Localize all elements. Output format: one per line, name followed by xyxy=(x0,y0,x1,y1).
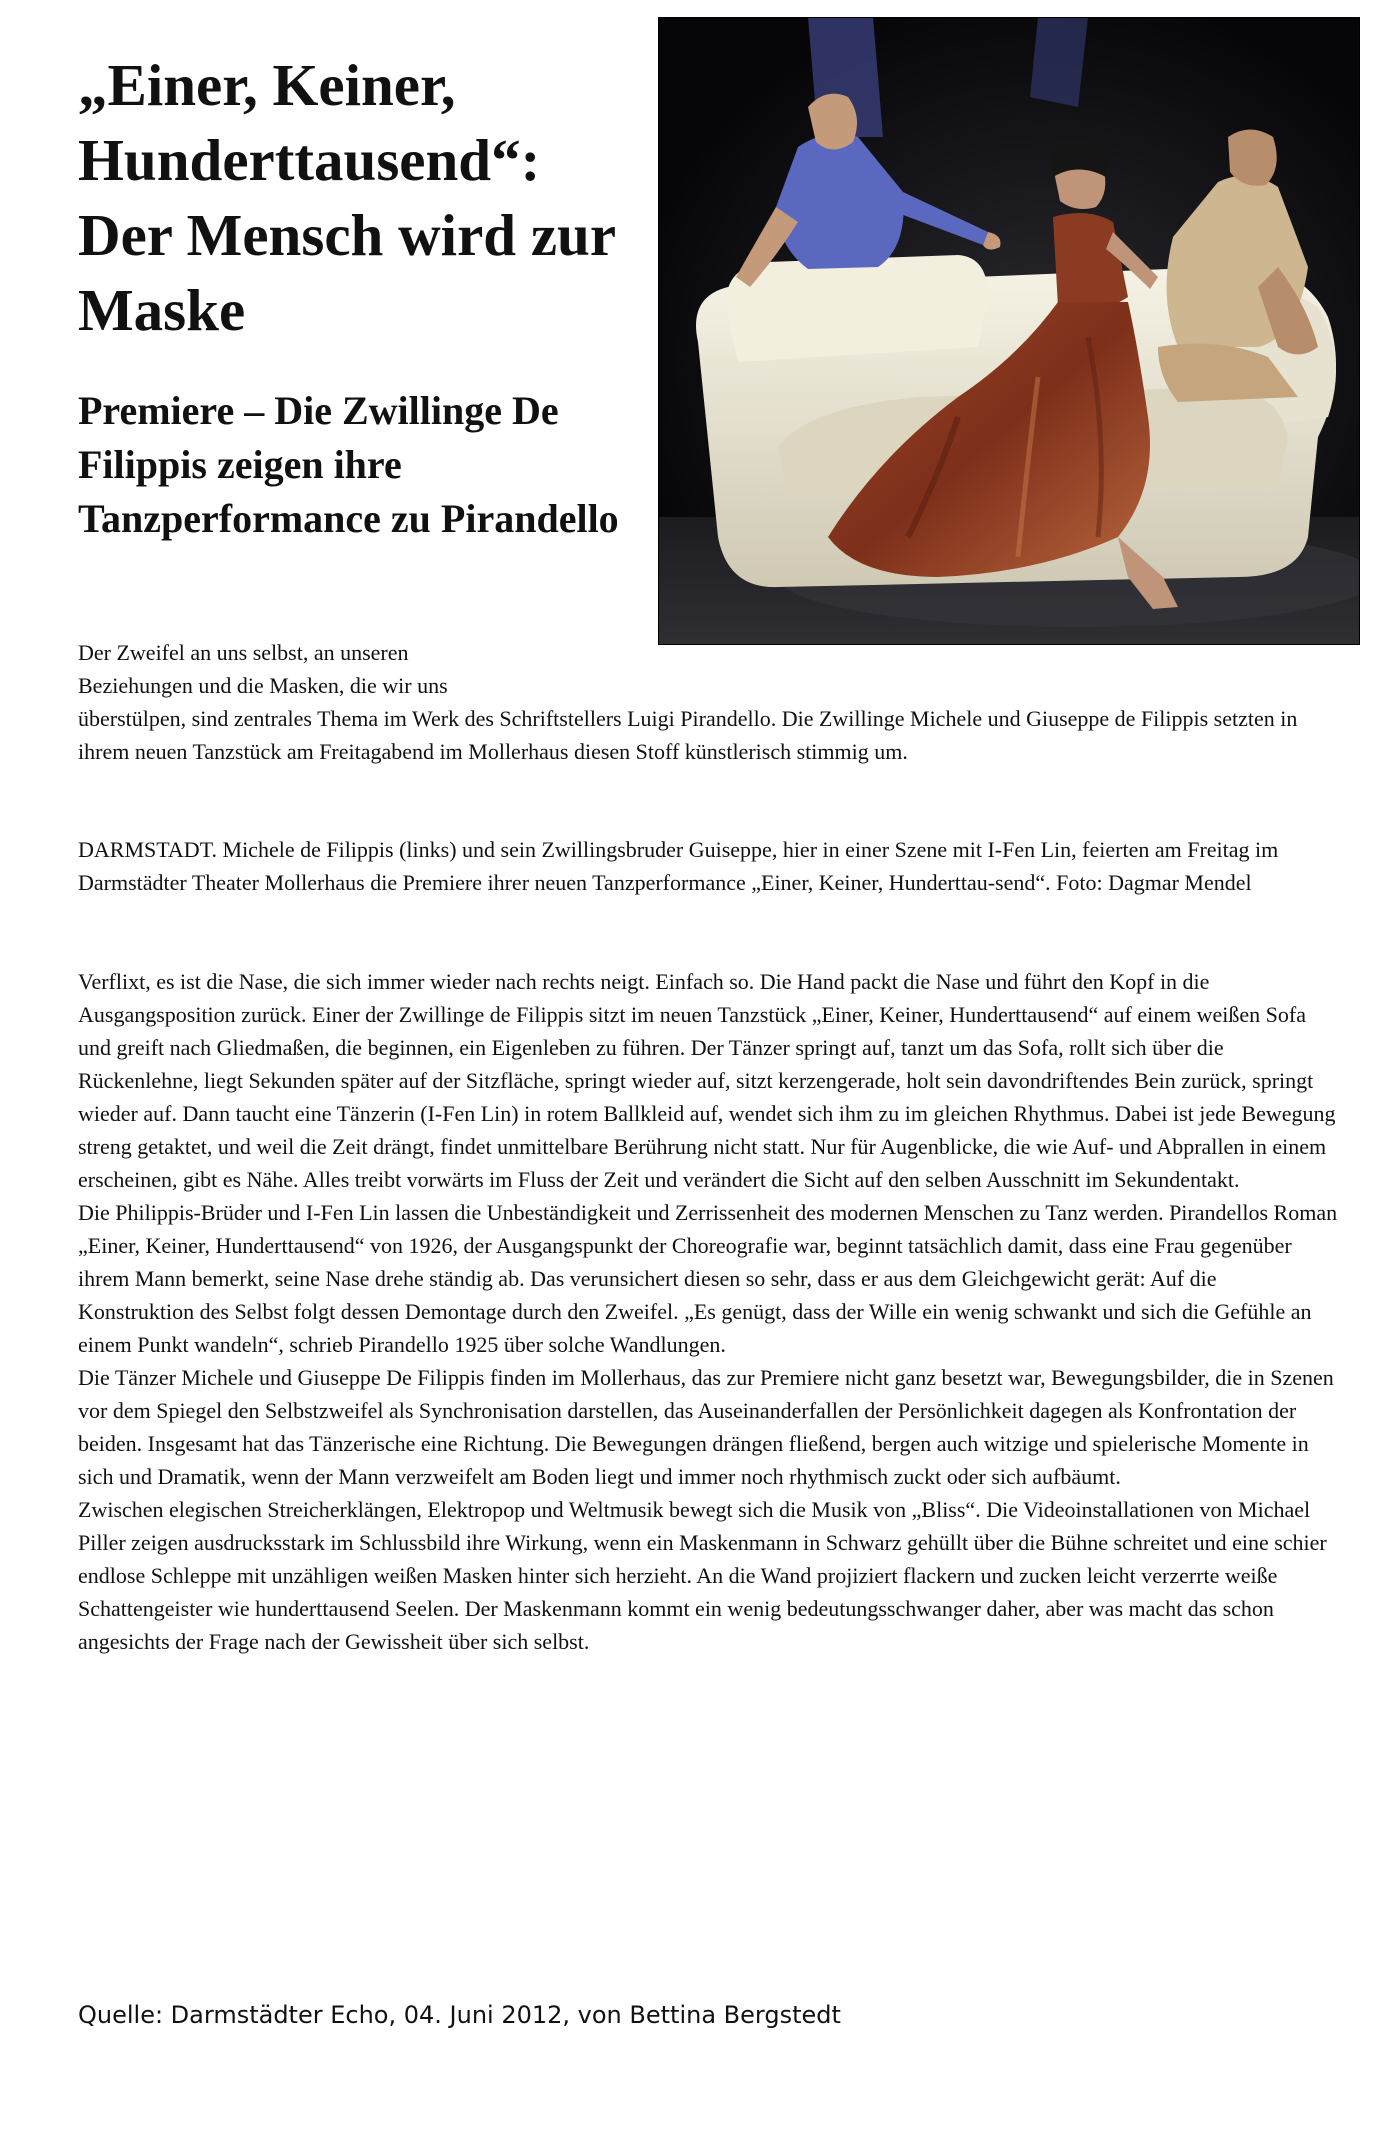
dance-performance-photo xyxy=(658,17,1360,645)
article-headline: „Einer, Keiner, Hunderttausend“: Der Mensch wird zur Maske xyxy=(78,52,615,343)
body-paragraph: Verflixt, es ist die Nase, die sich immer wieder nach rechts neigt. Einfach so. Die Hand packt die Nase und führt den Kopf in die Ausgangsposition zurück. Einer der Zwillinge de Filippis sitzt im neuen Tanzstück „Einer, Keiner, Hunderttausend“ auf einem weißen Sofa und greift nach Gliedmaßen, die beginnen, ein Eigenleben zu führen. Der Tänzer springt auf, tanzt um das Sofa, rollt sich über die Rückenlehne, liegt Sekunden später auf der Sitzfläche, springt wieder auf, sitzt kerzengerade, holt sein davondriftendes Bein zurück, springt wieder auf. Dann taucht eine Tänzerin (I-Fen Lin) in rotem Ballkleid auf, wendet sich ihm zu im gleichen Rhythmus. Dabei ist jede Bewegung streng getaktet, und weil die Zeit drängt, findet unmittelbare Berührung nicht statt. Nur für Augenblicke, die wie Auf- und Abprallen in einem erscheinen, gibt es Nähe. Alles treibt vorwärts im Fluss der Zeit und verändert die Sicht auf den selben Ausschnitt im Sekundentakt. xyxy=(78,969,1336,1192)
intro-paragraph: überstülpen, sind zentrales Thema im Werk des Schriftstellers Luigi Pirandello. Die Zwillinge Michele und Giuseppe de Filippis setzten in ihrem neuen Tanzstück am Freitagabend im Mollerhaus diesen Stoff künstlerisch stimmig um. xyxy=(78,706,1298,764)
body-paragraph: Zwischen elegischen Streicherklängen, Elektropop und Weltmusik bewegt sich die Musik von „Bliss“. Die Videoinstallationen von Michael Piller zeigen ausdrucksstark im Schlussbild ihre Wirkung, wenn ein Maskenmann in Schwarz gehüllt über die Bühne schreitet und eine schier endlose Schleppe mit unzähligen weißen Masken hinter sich herzieht. An die Wand projiziert flackern und zucken leicht verzerrte weiße Schattengeister wie hunderttausend Seelen. Der Maskenmann kommt ein wenig bedeutungsschwanger daher, aber was macht das schon angesichts der Frage nach der Gewissheit über sich selbst. xyxy=(78,1497,1327,1654)
intro-line-2: Beziehungen und die Masken, die wir uns xyxy=(78,673,448,698)
photo-caption: DARMSTADT. Michele de Filippis (links) und sein Zwillingsbruder Guiseppe, hier in einer Szene mit I-Fen Lin, feierten am Freitag im Darmstädter Theater Mollerhaus die Premiere ihrer neuen Tanzperformance „Einer, Keiner, Hunderttau-send“. Foto: Dagmar Mendel xyxy=(78,837,1279,895)
body-paragraph: Die Tänzer Michele und Giuseppe De Filippis finden im Mollerhaus, das zur Premiere nicht ganz besetzt war, Bewegungsbilder, die in Szenen vor dem Spiegel den Selbstzweifel als Synchronisation darstellen, das Auseinanderfallen der Persönlichkeit dagegen als Konfrontation der beiden. Insgesamt hat das Tänzerische eine Richtung. Die Bewegungen drängen fließend, bergen auch witzige und spielerische Momente in sich und Dramatik, wenn der Mann verzweifelt am Boden liegt und immer noch rhythmisch zuckt oder sich aufbäumt. xyxy=(78,1365,1334,1489)
source-line: Quelle: Darmstädter Echo, 04. Juni 2012, von Bettina Bergstedt xyxy=(78,2001,841,2029)
intro-line-1: Der Zweifel an uns selbst, an unseren xyxy=(78,640,409,665)
article-body xyxy=(78,965,1338,1658)
article-subheadline: Premiere – Die Zwillinge De Filippis zeigen ihre Tanzperformance zu Pirandello xyxy=(78,388,619,541)
body-paragraph: Die Philippis-Brüder und I-Fen Lin lassen die Unbeständigkeit und Zerrissenheit des modernen Menschen zu Tanz werden. Pirandellos Roman „Einer, Keiner, Hunderttausend“ von 1926, der Ausgangspunkt der Choreografie war, beginnt tatsächlich damit, dass eine Frau gegenüber ihrem Mann bemerkt, seine Nase drehe ständig ab. Das verunsichert diesen so sehr, dass er aus dem Gleichgewicht gerät: Auf die Konstruktion des Selbst folgt dessen Demontage durch den Zweifel. „Es genügt, dass der Wille ein wenig schwankt und sich die Gefühle an einem Punkt wandeln“, schrieb Pirandello 1925 über solche Wandlungen. xyxy=(78,1200,1338,1357)
